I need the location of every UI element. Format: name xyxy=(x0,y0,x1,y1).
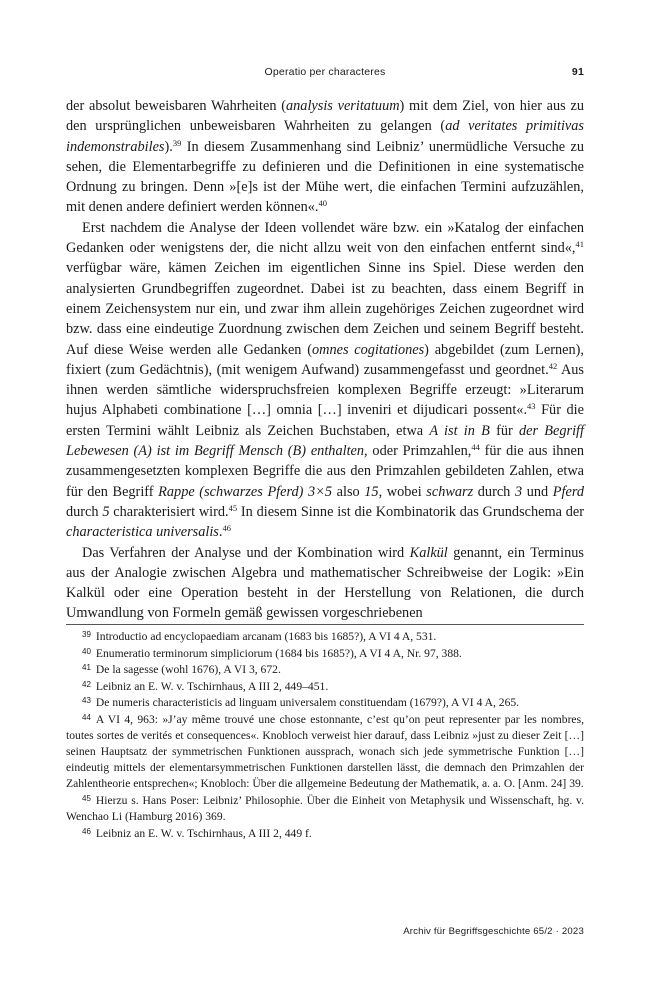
footnote-text: Enumeratio terminorum simpliciorum (1684 bis 1685?), A VI 4 A, Nr. 97, 388. xyxy=(95,646,462,660)
footnote-ref-39[interactable]: 39 xyxy=(172,137,182,148)
footnote-number: 44 xyxy=(82,712,91,722)
footnote-40 xyxy=(66,646,584,662)
body-text xyxy=(66,96,584,624)
page-number: 91 xyxy=(571,66,584,78)
running-title: Operatio per characteres xyxy=(264,66,386,78)
footnote-43 xyxy=(66,695,584,711)
footnote-number: 46 xyxy=(82,826,91,836)
footnote-ref-45[interactable]: 45 xyxy=(228,502,238,513)
footnote-text: Introductio ad encyclopaediam arcanam (1683 bis 1685?), A VI 4 A, 531. xyxy=(95,630,437,643)
running-head xyxy=(66,66,584,82)
footnote-number: 42 xyxy=(82,679,91,689)
footnote-number: 39 xyxy=(82,630,91,639)
paragraph-2: Erst nachdem die Analyse der Ideen vollendet wäre bzw. ein »Katalog der einfachen Gedanken oder wenigstens der, die nicht allzu weit von den einfachen entfernt sind«,$^{41}$ verfügbar wäre, kämen Zeichen im eigentlichen Sinne ins Spiel. Diese werden den analysierten Grundbegriffen zugeordnet. Dabei ist zu beachten, dass einem Begriff in einem Zeichensystem nur ein, und zwar ihm allein zugehöriges Zeichen zugeordnet wird bzw. dass eine eindeutige Zuordnung zwischen dem Zeichen und seinem Begriff besteht. Auf diese Weise werden alle Gedanken (omnes cogitationes) abgebildet (zum Lernen), fixiert (zum Gedächtnis), (mit wenigem Aufwand) zusammengefasst und geordnet.$^{42}$ Aus ihnen werden sämtliche widerspruchsfreien komplexen Begriffe erzeugt: »Literarum hujus Alphabeti combinatione […] omnia […] inveniri et dijudicari possent«.$^{43}$ Für die ersten Termini wählt Leibniz als Zeichen Buchstaben, etwa A ist in B für der Begriff Lebewesen (A) ist im Begriff Mensch (B) enthalten, oder Primzahlen,$^{44}$ für die aus ihnen zusammengesetzten komplexen Begriffe die aus den Primzahlen gebildeten Zahlen, etwa für den Begriff Rappe (schwarzes Pferd) 3×5 also 15, wobei schwarz durch 3 und Pferd durch 5 charakterisiert wird.$^{45}$ In diesem Sinne ist die Kombinatorik das Grundschema der characteristica universalis.$^{46}$ xyxy=(66,219,585,541)
footnote-text: De numeris characteristicis ad linguam universalem constituendam (1679?), A VI 4 A, 265. xyxy=(95,696,520,710)
footnote-text: De la sagesse (wohl 1676), A VI 3, 672. xyxy=(95,663,281,677)
footnote-text: A VI 4, 963: »J’ay même trouvé une chose estonnante, c’est qu’on peut representer par les nombres, toutes sortes de verités et consequences«. Knobloch verweist hier darauf, dass Leibniz »just zu dieser Zeit […] seinen Hauptsatz der symmetrischen Funktionen aussprach, wonach sich jede symmetrische Funktion […] eindeutig mittels der elementarsymmetrischen Funktionen darstellen lässt, die demnach den Primzahlen der Zahlentheorie entsprechen«; Knobloch: Über die allgemeine Bedeutung der Mathematik, a. a. O. [Anm. 24] 39. xyxy=(66,712,584,791)
paragraph-1: der absolut beweisbaren Wahrheiten (analysis veritatuum) mit dem Ziel, von hier aus zu den ursprünglichen unbeweisbaren Wahrheiten zu gelangen (ad veritates primitivas indemonstrabiles).$^{39}$ In diesem Zusammenhang sind Leibniz’ unermüdliche Versuche zu sehen, die Elementarbegriffe zu definieren und die Definitionen in eine systematische Ordnung zu bringen. Denn »[e]s ist der Mühe wert, die einfachen Termini aufzuzählen, mit denen andere definiert werden können«.$^{40}$ xyxy=(66,98,584,216)
footnote-text: Leibniz an E. W. v. Tschirnhaus, A III 2, 449 f. xyxy=(95,826,312,840)
footnote-46 xyxy=(66,826,584,842)
footnote-ref-43[interactable]: 43 xyxy=(527,401,536,412)
paragraph-3: Das Verfahren der Analyse und der Kombination wird Kalkül genannt, ein Terminus aus der Analogie zwischen Algebra und mathematischer Schreibweise der Logik: »Ein Kalkül oder eine Operation besteht in der Herstellung von Relationen, die durch Umwandlung von Formeln gemäß gewissen vorgeschriebenen xyxy=(66,544,584,622)
footnote-45 xyxy=(66,793,584,825)
footnote-ref-46[interactable]: 46 xyxy=(222,523,231,534)
footnote-39 xyxy=(66,629,584,645)
footnotes xyxy=(66,629,584,842)
footnote-ref-41[interactable]: 41 xyxy=(575,239,584,250)
footnote-separator xyxy=(66,624,584,625)
footnote-ref-42[interactable]: 42 xyxy=(548,360,558,371)
footnote-number: 40 xyxy=(82,646,91,656)
footnote-text: Hierzu s. Hans Poser: Leibniz’ Philosophie. Über die Einheit von Metaphysik und Wissenschaft, hg. v. Wenchao Li (Hamburg 2016) 369. xyxy=(66,793,584,824)
footnote-ref-40[interactable]: 40 xyxy=(318,198,327,209)
footnote-44 xyxy=(66,712,584,792)
footnote-42 xyxy=(66,679,584,695)
footnote-number: 43 xyxy=(82,696,91,706)
footnote-text: Leibniz an E. W. v. Tschirnhaus, A III 2, 449–451. xyxy=(95,679,329,693)
journal-footer: Archiv für Begriffsgeschichte 65/2 · 2023 xyxy=(403,926,584,937)
footnote-number: 41 xyxy=(82,663,91,673)
footnote-ref-44[interactable]: 44 xyxy=(471,442,480,453)
footnote-number: 45 xyxy=(82,793,91,803)
footnote-41 xyxy=(66,662,584,678)
